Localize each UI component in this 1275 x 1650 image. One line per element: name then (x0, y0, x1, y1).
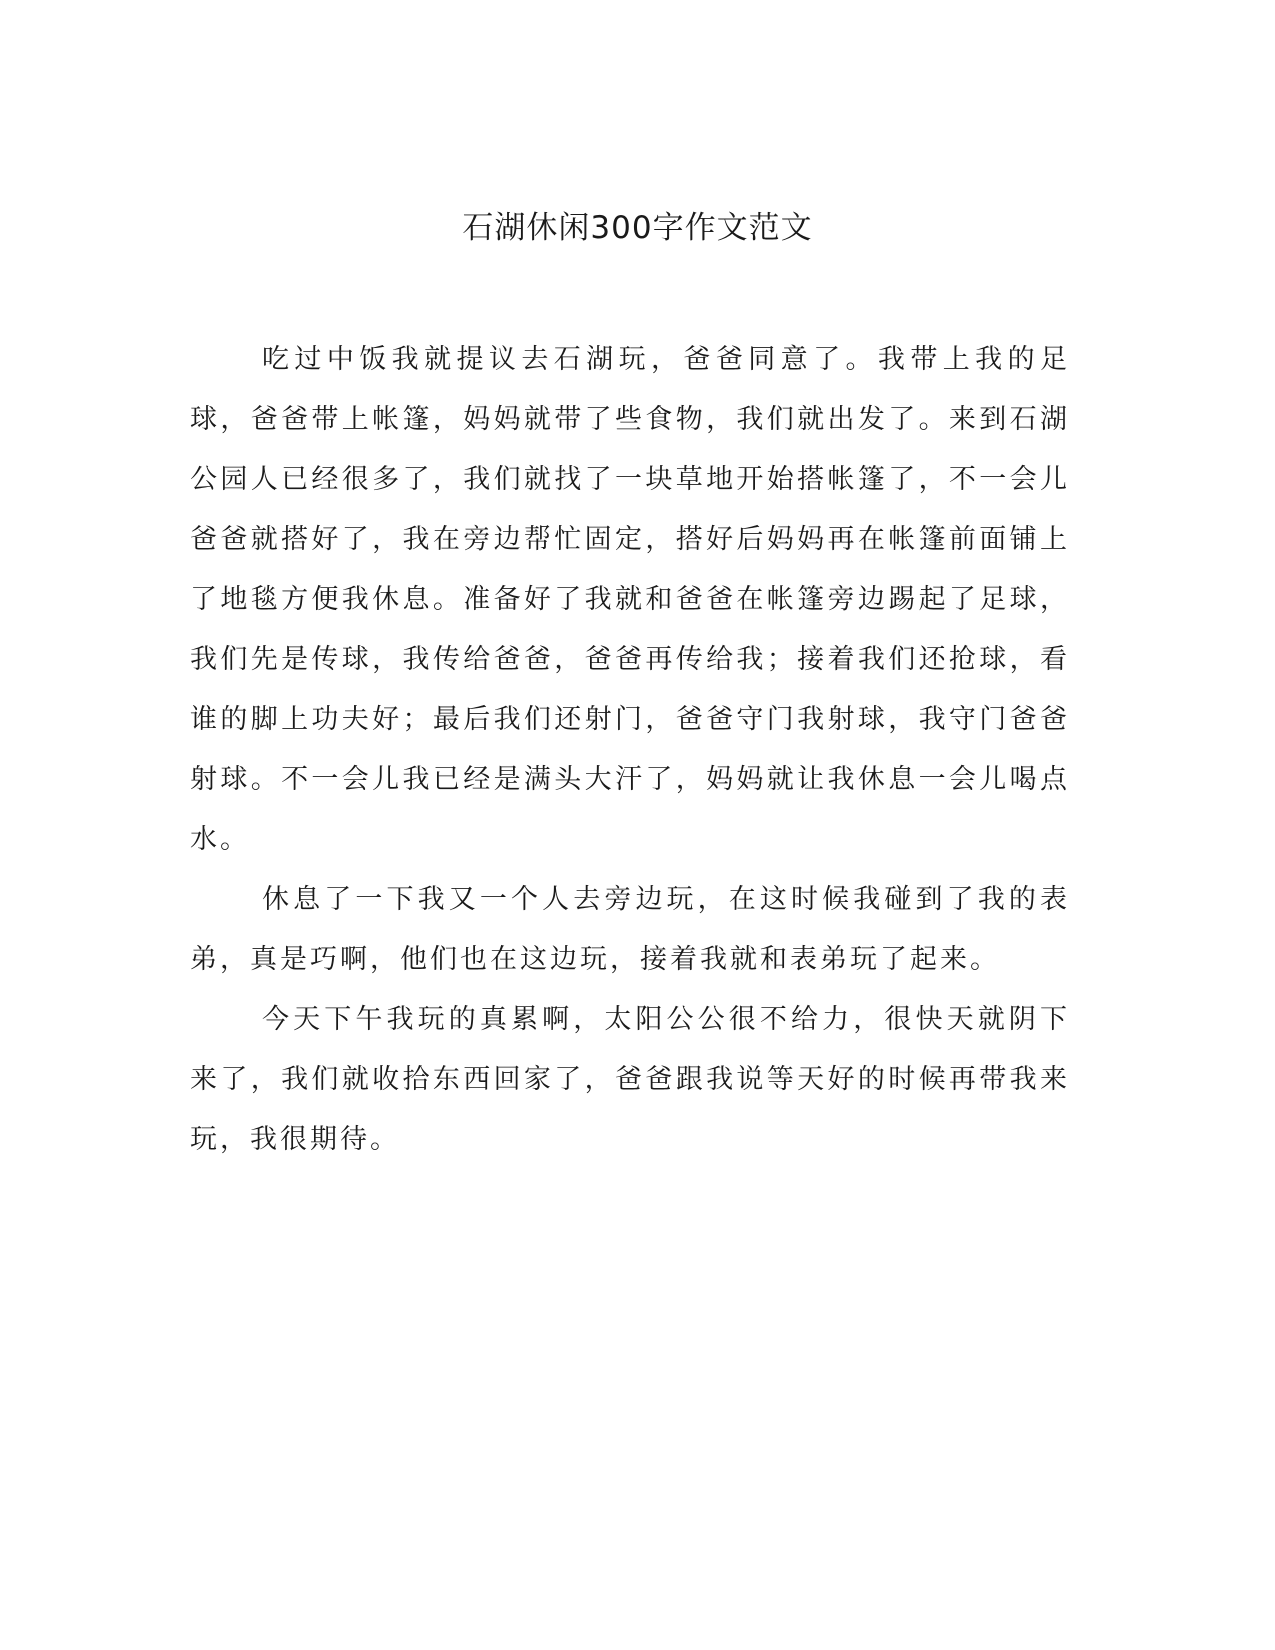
paragraph-1: 吃过中饭我就提议去石湖玩，爸爸同意了。我带上我的足球，爸爸带上帐篷，妈妈就带了些食物，我们就出发了。来到石湖公园人已经很多了，我们就找了一块草地开始搭帐篷了，不一会儿爸爸就搭好了，我在旁边帮忙固定，搭好后妈妈再在帐篷前面铺上了地毯方便我休息。准备好了我就和爸爸在帐篷旁边踢起了足球，我们先是传球，我传给爸爸，爸爸再传给我；接着我们还抢球，看谁的脚上功夫好；最后我们还射门，爸爸守门我射球，我守门爸爸射球。不一会儿我已经是满头大汗了，妈妈就让我休息一会儿喝点水。 (190, 344, 1070, 855)
paragraph-3: 今天下午我玩的真累啊，太阳公公很不给力，很快天就阴下来了，我们就收拾东西回家了，爸爸跟我说等天好的时候再带我来玩，我很期待。 (190, 1004, 1070, 1155)
paragraph-2: 休息了一下我又一个人去旁边玩，在这时候我碰到了我的表弟，真是巧啊，他们也在这边玩，接着我就和表弟玩了起来。 (190, 884, 1070, 975)
document-title: 石湖休闲300字作文范文 (462, 210, 813, 246)
document-body (190, 330, 1070, 1170)
